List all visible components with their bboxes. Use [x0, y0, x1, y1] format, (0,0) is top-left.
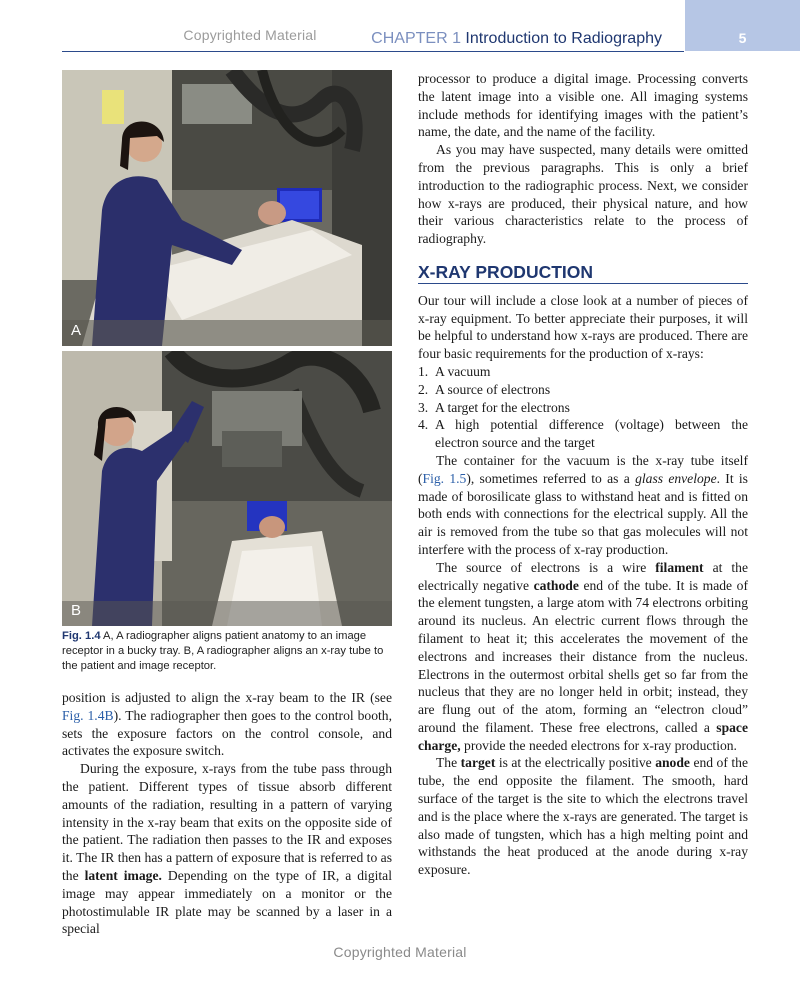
figure-caption-text: A, A radiographer aligns patient anatomy to an image receptor in a bucky tray. B, A radiographer aligns an x-ray tube to the patient and image receptor. — [62, 630, 384, 672]
term-cathode: cathode — [533, 577, 579, 593]
page-number-tab — [685, 0, 800, 51]
list-item: 2. A source of electrons — [418, 381, 551, 397]
chapter-title: Introduction to Radiography — [465, 30, 662, 47]
page-number: 5 — [738, 30, 747, 46]
list-item: 1. A vacuum — [418, 363, 491, 379]
figure-link-1-4b[interactable]: Fig. 1.4B — [62, 707, 114, 723]
panel-label-a: A — [71, 322, 82, 339]
right-column — [418, 70, 748, 879]
paragraph: The source of electrons is a wire filament at the electrically negative cathode end of the tube. It is made of the element tungsten, a large atom with 74 electrons orbiting around its nucleus. An electric current flows through the filament to heat it; this accelerates the movement of the electrons and increases their distance from the nucleus. Electrons in the outermost orbital shells get so far from the nucleus that they are no longer held in orbit; instead, they are flung out of the atom, forming an “electron cloud” around the filament. These free electrons, called a space charge, provide the needed electrons for x-ray production. — [418, 559, 748, 753]
figure-photo-a — [62, 70, 392, 346]
paragraph: position is adjusted to align the x-ray beam to the IR (see Fig. 1.4B). The radiographer then goes to the control booth, sets the exposure factors on the control console, and activates the exposure switch. — [62, 690, 392, 759]
figure-photo-b — [62, 351, 392, 626]
watermark-top: Copyrighted Material — [183, 27, 317, 43]
list-item: 4. A high potential difference (voltage) between the electron source and the target — [418, 417, 748, 451]
chapter-label: CHAPTER 1 — [371, 30, 461, 47]
section-heading: X-RAY PRODUCTION — [418, 264, 748, 284]
photo-b-illustration — [62, 351, 392, 626]
list-item: 3. A target for the electrons — [418, 399, 570, 415]
paragraph: The target is at the electrically positive anode end of the tube, the end opposite the filament. The smooth, hard surface of the target is the site to which the electrons travel and is the place where the x-rays are generated. The target is also made of tungsten, which has a high melting point and withstands the heat produced at the anode during x-ray exposure. — [418, 755, 748, 878]
figure-caption-label: Fig. 1.4 — [62, 630, 101, 642]
running-head — [62, 0, 684, 52]
term-target: target — [460, 755, 496, 771]
paragraph: processor to produce a digital image. Processing converts the latent image into a visible one. All imaging systems include methods for identifying images with the patient’s name, the date, and the name of the facility. — [418, 71, 748, 140]
paragraph: As you may have suspected, many details were omitted from the previous paragraphs. This is only a brief introduction to the radiographic process. Next, we consider how x-rays are produced, their physical nature, and how their various characteristics relate to the process of radiography. — [418, 142, 748, 247]
figure-link-1-5[interactable]: Fig. 1.5 — [422, 470, 467, 486]
watermark-bottom: Copyrighted Material — [333, 944, 467, 960]
panel-label-b: B — [71, 602, 82, 619]
paragraph: During the exposure, x-rays from the tube pass through the patient. Different types of tissue absorb different amounts of the radiation, resulting in a pattern of varying intensity in the x-ray beam that exits on the opposite side of the patient. The radiation then passes to the IR and exposes it. The IR then has a pattern of exposure that is referred to as the latent image. Depending on the type of IR, a digital image may appear immediately on a monitor or the photostimulable IR plate may be scanned by a laser in a special — [62, 761, 392, 937]
paragraph: Our tour will include a close look at a number of pieces of x-ray equipment. To better appreciate their purposes, it will be helpful to understand how x-rays are produced. There are four basic requirements for the production of x-rays: — [418, 292, 748, 362]
left-column — [62, 689, 392, 938]
term-filament: filament — [655, 559, 704, 575]
term-space-charge: space charge, — [418, 719, 748, 753]
term-anode: anode — [655, 755, 690, 771]
paragraph: The container for the vacuum is the x-ray tube itself (Fig. 1.5), sometimes referred to as a glass envelope. It is made of borosilicate glass to withstand heat and is fitted on both ends with connections for the electrical supply. All the air is removed from the tube so that gas molecules will not interfere with the process of x-ray production. — [418, 452, 748, 557]
term-glass-envelope: glass envelope — [635, 470, 717, 486]
figure-caption — [62, 629, 392, 674]
requirements-list — [418, 363, 748, 452]
term-latent-image: latent image. — [84, 867, 162, 883]
photo-a-illustration — [62, 70, 392, 346]
